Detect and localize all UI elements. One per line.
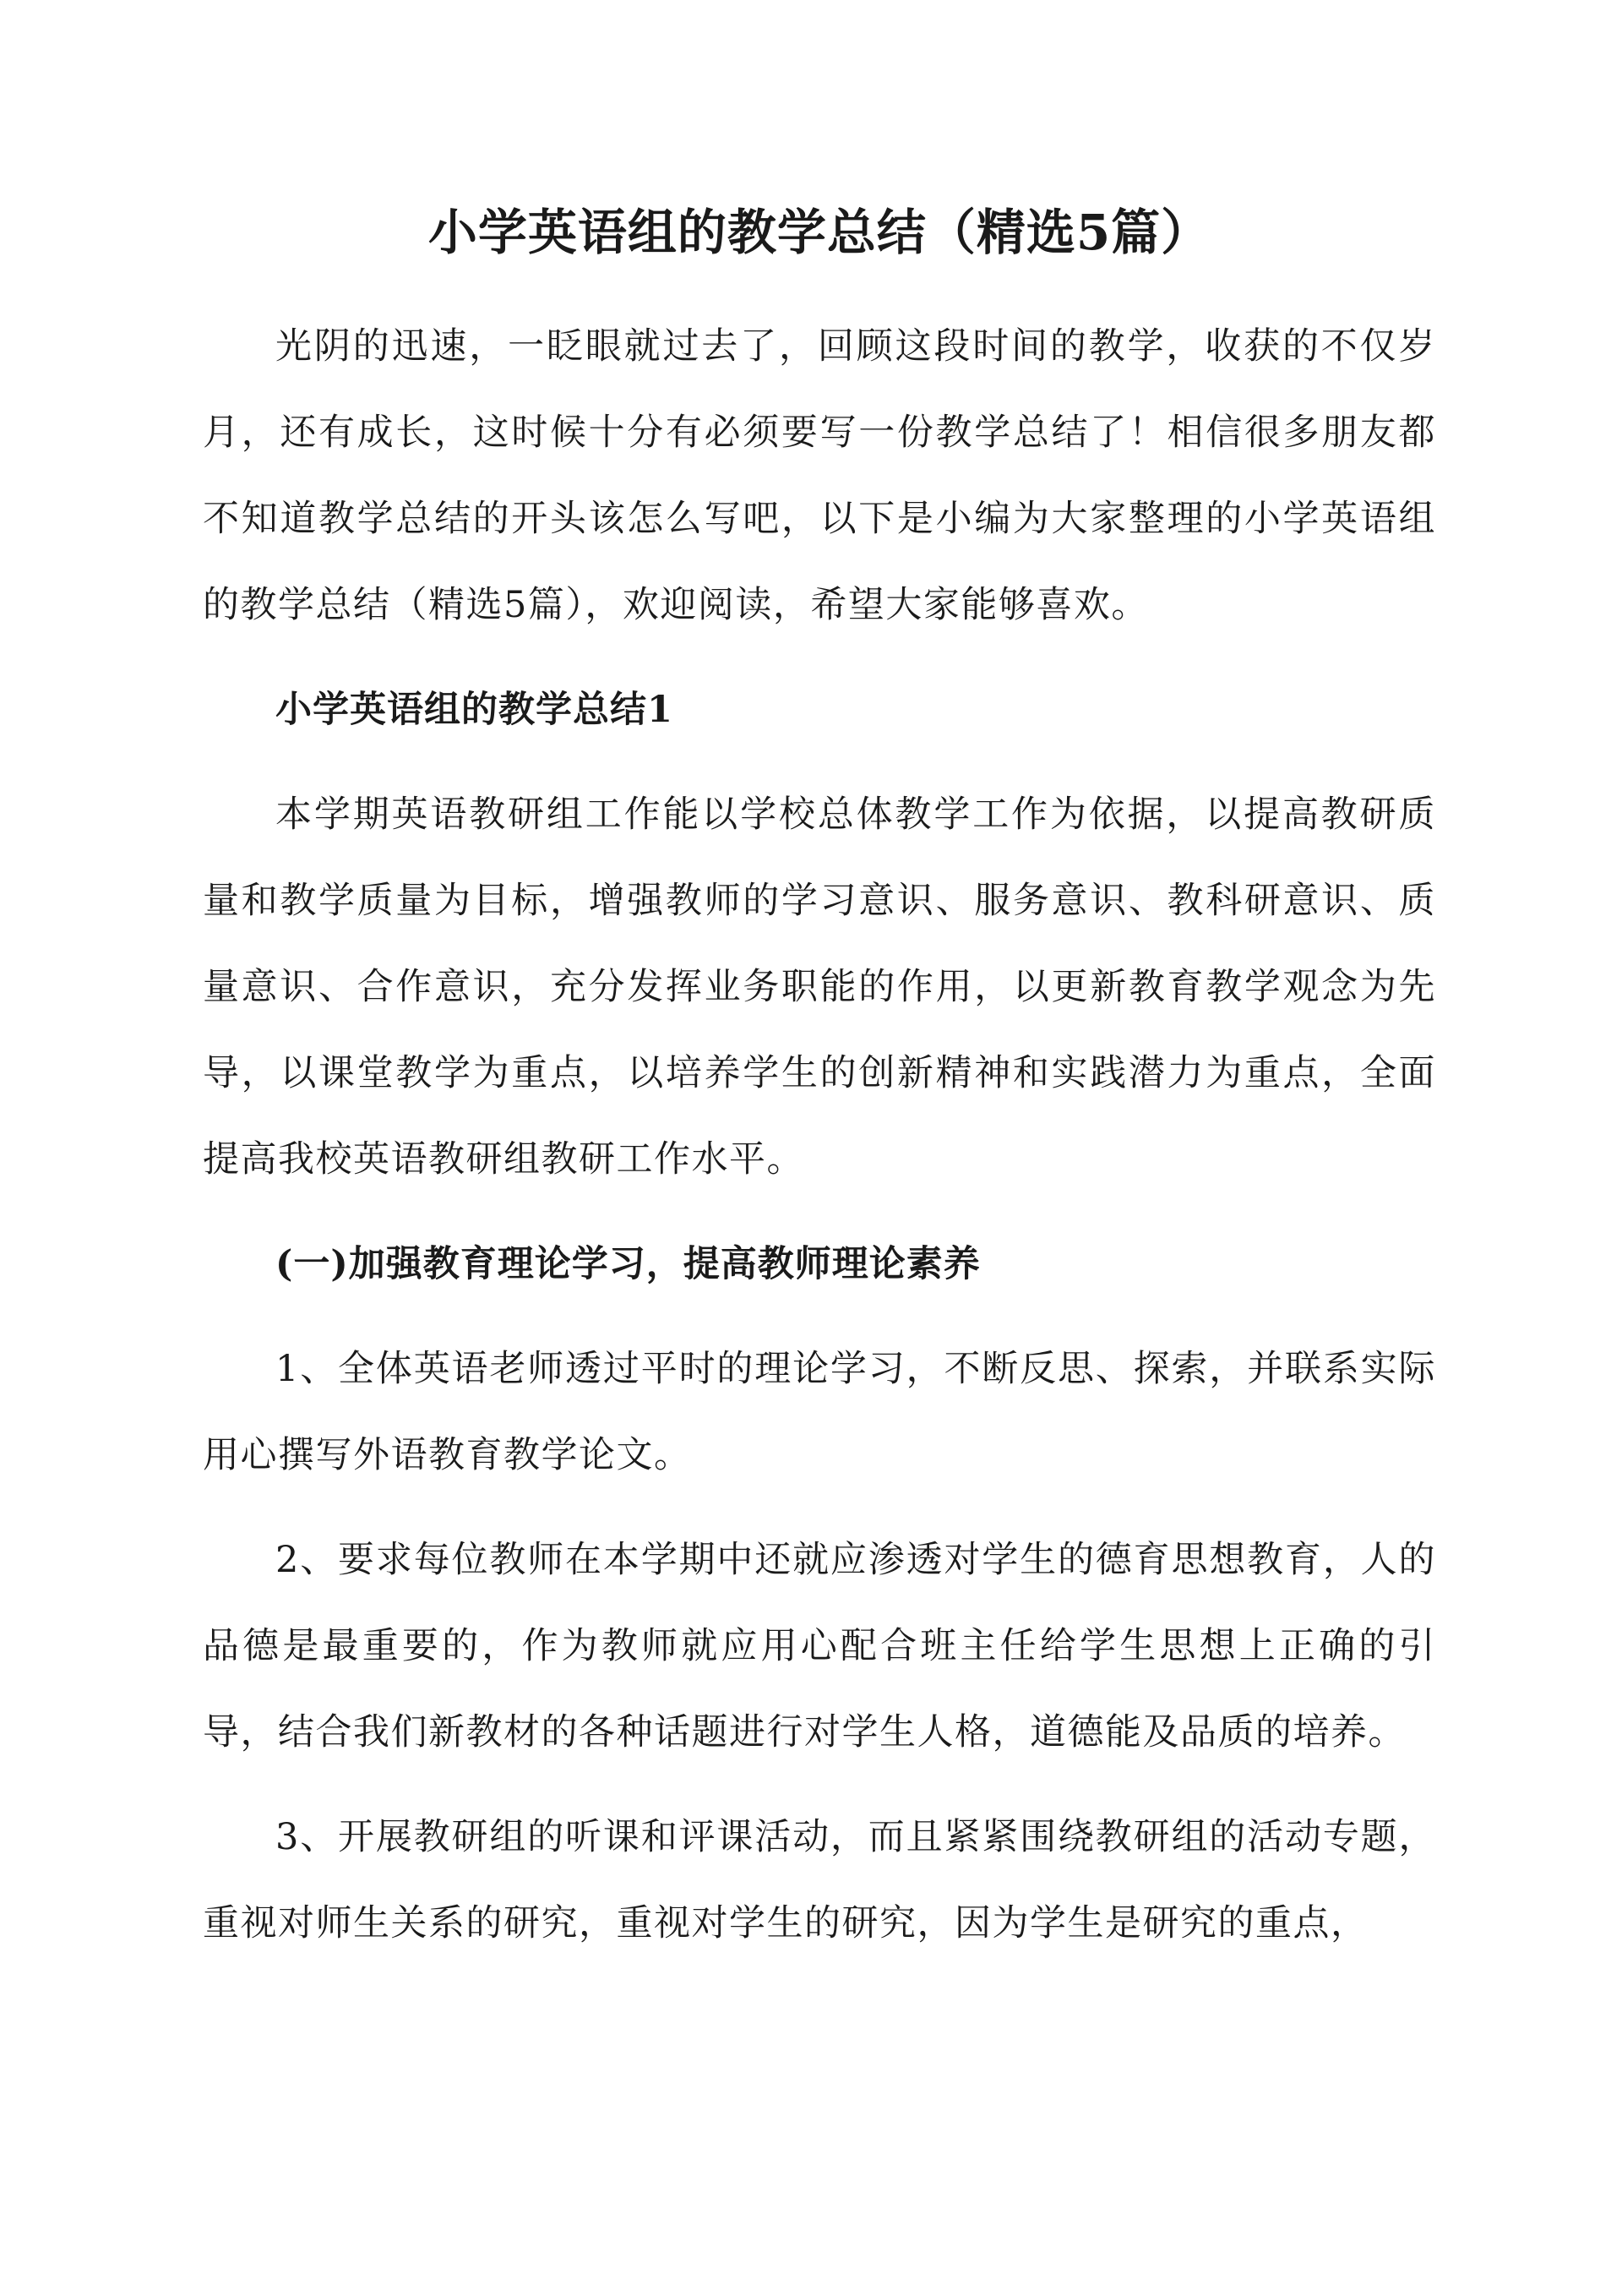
intro-paragraph: 光阴的迅速，一眨眼就过去了，回顾这段时间的教学，收获的不仅岁月，还有成长，这时候十分有必须要写一份教学总结了！相信很多朋友都不知道教学总结的开头该怎么写吧，以下是小编为大家整理的小学英语组的教学总结（精选5篇），欢迎阅读，希望大家能够喜欢。 — [203, 325, 1436, 626]
document-body — [203, 190, 1436, 1985]
section-heading-1: 小学英语组的教学总结1 — [275, 689, 673, 731]
document-title: 小学英语组的教学总结（精选5篇） — [427, 204, 1211, 261]
list-item-2: 2、要求每位教师在本学期中还就应渗透对学生的德育思想教育，人的品德是最重要的，作为教师就应用心配合班主任给学生思想上正确的引导，结合我们新教材的各种话题进行对学生人格，道德能及品质的培养。 — [203, 1539, 1436, 1753]
list-item-1: 1、全体英语老师透过平时的理论学习，不断反思、探索，并联系实际用心撰写外语教育教学论文。 — [203, 1348, 1436, 1476]
subheading-theory-study: (一)加强教育理论学习，提高教师理论素养 — [275, 1243, 981, 1285]
section-1-paragraph: 本学期英语教研组工作能以学校总体教学工作为依据，以提高教研质量和教学质量为目标，增强教师的学习意识、服务意识、教科研意识、质量意识、合作意识，充分发挥业务职能的作用，以更新教育教学观念为先导，以课堂教学为重点，以培养学生的创新精神和实践潜力为重点，全面提高我校英语教研组教研工作水平。 — [203, 794, 1436, 1181]
list-item-3: 3、开展教研组的听课和评课活动，而且紧紧围绕教研组的活动专题，重视对师生关系的研究，重视对学生的研究，因为学生是研究的重点， — [203, 1816, 1436, 1944]
